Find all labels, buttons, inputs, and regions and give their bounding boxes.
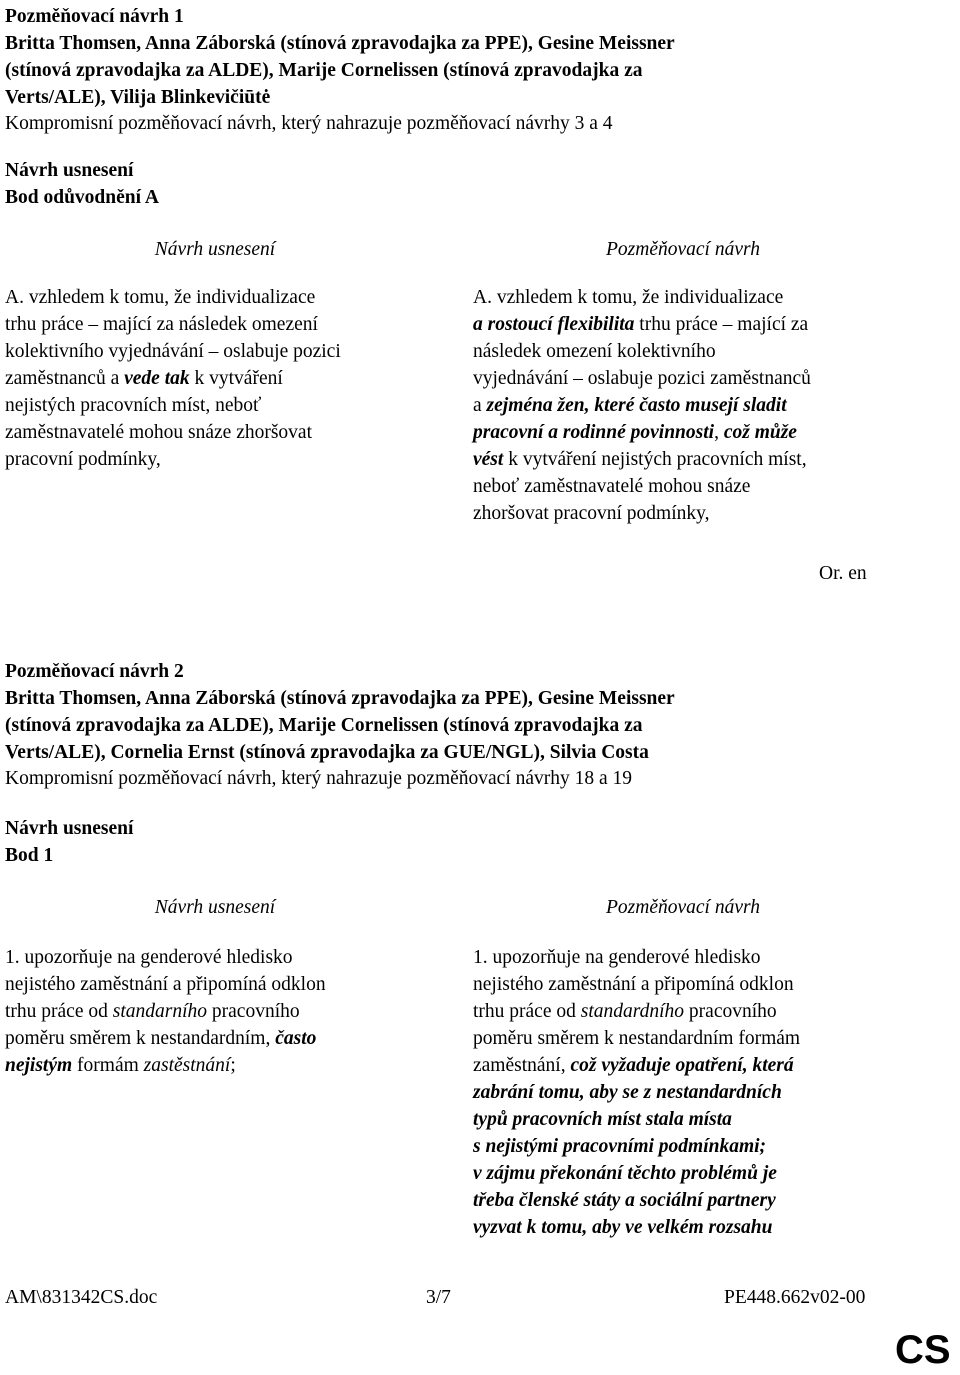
emphasized-text: s nejistými pracovními podmínkami;: [473, 1136, 767, 1157]
amendment-2-title: Pozměňovací návrh 2: [5, 661, 184, 682]
amendment-2-amended-text: [473, 944, 893, 1241]
text-segment: zaměstnání,: [473, 1055, 571, 1076]
text-line: [473, 1106, 893, 1133]
text-line: [5, 1079, 425, 1106]
text-line: zhoršovat pracovní podmínky,: [473, 503, 710, 524]
text-line: trhu práce – mající za následek omezení: [5, 314, 318, 335]
emphasized-text: zabrání tomu, aby se z nestandardních: [473, 1082, 782, 1103]
emphasized-text: často: [275, 1028, 317, 1049]
footer-document-id: AM\831342CS.doc: [5, 1287, 158, 1308]
amendment-1-compromise-note: Kompromisní pozměňovací návrh, který nahrazuje pozměňovací návrhy 3 a 4: [5, 113, 613, 134]
footer-page-number: 3/7: [426, 1287, 451, 1308]
text-line: A. vzhledem k tomu, že individualizace: [473, 287, 784, 308]
emphasized-text: třeba členské státy a sociální partnery: [473, 1190, 776, 1211]
text-segment: ,: [714, 422, 724, 443]
amendment-1-right-column-heading: Pozměňovací návrh: [606, 239, 760, 260]
text-segment: ;: [230, 1055, 236, 1076]
text-segment: zaměstnanců a: [5, 368, 125, 389]
amendment-1-item: Bod odůvodnění A: [5, 187, 159, 208]
footer-reference: PE448.662v02-00: [724, 1287, 866, 1308]
emphasized-text: což vyžaduje opatření, která: [570, 1055, 794, 1076]
emphasized-text: vést: [473, 449, 504, 470]
amendment-1-amended-text: [473, 284, 893, 527]
text-line: [473, 998, 893, 1025]
text-line: [5, 998, 425, 1025]
text-line: nejistého zaměstnání a připomíná odklon: [473, 974, 794, 995]
text-segment: trhu práce od: [5, 1001, 113, 1022]
amendment-1-authors-line-2: (stínová zpravodajka za ALDE), Marije Cornelissen (stínová zpravodajka za: [5, 60, 643, 81]
emphasized-text: pracovní a rodinné povinnosti: [473, 422, 715, 443]
amendment-2-right-column-heading: Pozměňovací návrh: [606, 897, 760, 918]
text-line: [473, 446, 893, 473]
emphasized-text: typů pracovních míst stala místa: [473, 1109, 732, 1130]
text-line: vyjednávání – oslabuje pozici zaměstnanců: [473, 368, 811, 389]
text-line: [5, 1214, 425, 1241]
text-line: poměru směrem k nestandardním formám: [473, 1028, 801, 1049]
amendment-1-title: Pozměňovací návrh 1: [5, 6, 184, 27]
text-line: [473, 1187, 893, 1214]
text-line: [5, 1133, 425, 1160]
text-line: [473, 419, 893, 446]
emphasized-text: nejistým: [5, 1055, 73, 1076]
amendment-1-authors-line-1: Britta Thomsen, Anna Záborská (stínová zpravodajka za PPE), Gesine Meissner: [5, 33, 675, 54]
amendment-2-compromise-note: Kompromisní pozměňovací návrh, který nahrazuje pozměňovací návrhy 18 a 19: [5, 768, 633, 789]
amendment-1-left-column-heading: Návrh usnesení: [154, 239, 276, 260]
text-segment: formám: [72, 1055, 144, 1076]
emphasized-text: zastěstnání: [143, 1055, 231, 1076]
amendment-1-section: Návrh usnesení: [5, 160, 134, 181]
text-line: A. vzhledem k tomu, že individualizace: [5, 287, 316, 308]
language-code-badge: CS: [895, 1328, 951, 1372]
emphasized-text: v zájmu překonání těchto problémů je: [473, 1163, 777, 1184]
text-segment: trhu práce od: [473, 1001, 581, 1022]
emphasized-text: standarního: [112, 1001, 208, 1022]
text-segment: poměru směrem k nestandardním,: [5, 1028, 276, 1049]
emphasized-text: zejména žen, které často musejí sladit: [486, 395, 787, 416]
text-line: neboť zaměstnavatelé mohou snáze: [473, 476, 751, 497]
text-line: pracovní podmínky,: [5, 449, 161, 470]
text-line: [473, 1052, 893, 1079]
text-segment: k vytváření nejistých pracovních míst,: [503, 449, 807, 470]
emphasized-text: a rostoucí flexibilita: [473, 314, 635, 335]
text-line: nejistého zaměstnání a připomíná odklon: [5, 974, 326, 995]
text-line: [5, 1106, 425, 1133]
text-line: zaměstnavatelé mohou snáze zhoršovat: [5, 422, 313, 443]
text-line: [5, 1052, 425, 1079]
text-line: [473, 1214, 893, 1241]
text-line: nejistých pracovních míst, neboť: [5, 395, 262, 416]
text-line: [473, 1133, 893, 1160]
text-segment: trhu práce – mající za: [634, 314, 809, 335]
text-line: [473, 1160, 893, 1187]
text-segment: pracovního: [207, 1001, 300, 1022]
text-line: [5, 365, 425, 392]
amendment-2-section: Návrh usnesení: [5, 818, 134, 839]
amendment-2-authors-line-2: (stínová zpravodajka za ALDE), Marije Cornelissen (stínová zpravodajka za: [5, 715, 643, 736]
text-line: [473, 311, 893, 338]
emphasized-text: standardního: [580, 1001, 685, 1022]
amendment-2-authors-line-3: Verts/ALE), Cornelia Ernst (stínová zpravodajka za GUE/NGL), Silvia Costa: [5, 742, 649, 763]
amendment-1-authors-line-3: Verts/ALE), Vilija Blinkevičiūtė: [5, 87, 271, 108]
text-segment: a: [473, 395, 487, 416]
emphasized-text: vyzvat k tomu, aby ve velkém rozsahu: [473, 1217, 773, 1238]
emphasized-text: vede tak: [124, 368, 190, 389]
text-line: 1. upozorňuje na genderové hledisko: [473, 947, 761, 968]
text-line: [473, 392, 893, 419]
amendment-2-left-column-heading: Návrh usnesení: [154, 897, 276, 918]
text-line: [473, 1079, 893, 1106]
amendment-1-original-text: [5, 284, 425, 473]
text-segment: pracovního: [684, 1001, 777, 1022]
amendment-2-original-text: [5, 944, 425, 1241]
text-line: [5, 1160, 425, 1187]
text-line: [5, 1025, 425, 1052]
text-segment: k vytváření: [189, 368, 283, 389]
original-language-note: Or. en: [819, 563, 867, 584]
text-line: 1. upozorňuje na genderové hledisko: [5, 947, 293, 968]
text-line: následek omezení kolektivního: [473, 341, 716, 362]
amendment-2-item: Bod 1: [5, 845, 54, 866]
text-line: kolektivního vyjednávání – oslabuje pozici: [5, 341, 341, 362]
amendment-2-authors-line-1: Britta Thomsen, Anna Záborská (stínová zpravodajka za PPE), Gesine Meissner: [5, 688, 675, 709]
emphasized-text: což může: [723, 422, 797, 443]
text-line: [5, 1187, 425, 1214]
